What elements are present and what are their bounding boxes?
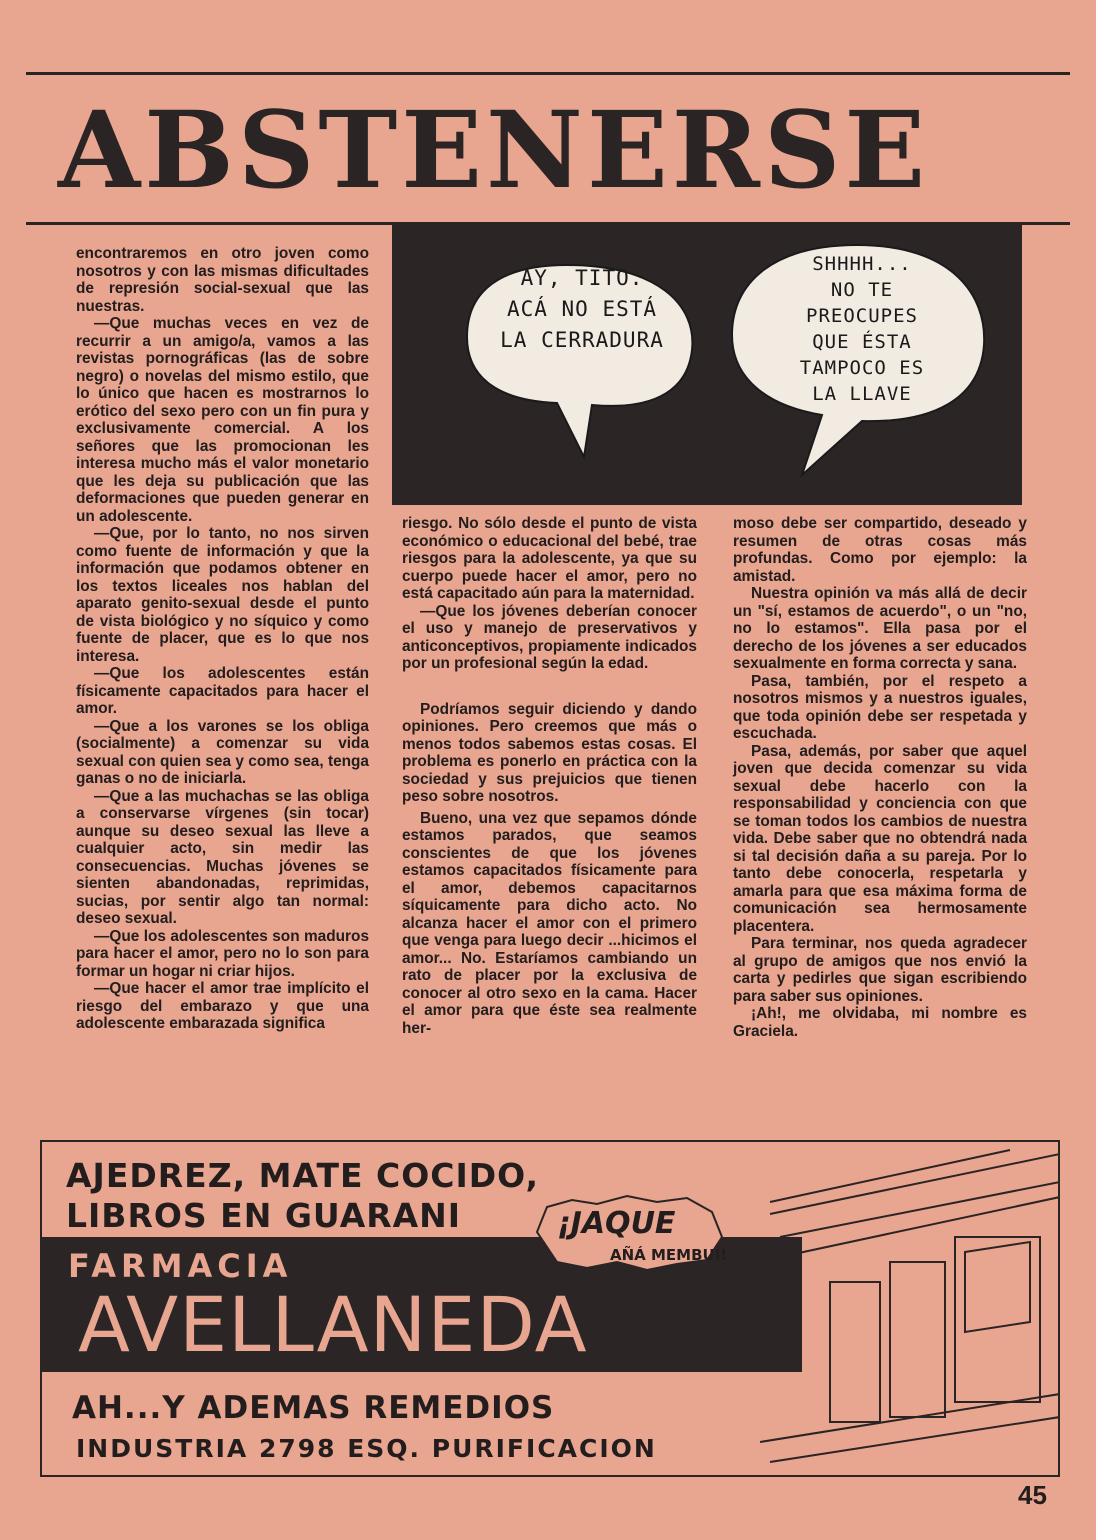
cartoon-panel: [392, 225, 1022, 505]
paragraph: —Que muchas veces en vez de recurrir a un amigo/a, vamos a las revistas pornográficas (las de sobre negro) o novelas del mismo estilo, que lo único que hacen es mostrarnos lo erótico del sexo pero con un fin pura y exclusivamente comercial. A los señores que las promocionan les interesa mucho más el valor monetario que les deja su publicación que las deformaciones que pueden generar en un adolescente.: [76, 315, 369, 525]
paragraph: encontraremos en otro joven como nosotros y con las mismas dificultades de represión social-sexual que las nuestras.: [76, 245, 369, 315]
paragraph: —Que hacer el amor trae implícito el riesgo del embarazo y que una adolescente embarazada significa: [76, 980, 369, 1032]
paragraph: —Que los adolescentes están físicamente capacitados para hacer el amor.: [76, 665, 369, 717]
paragraph: Para terminar, nos queda agradecer al grupo de amigos que nos envió la carta y pedirles que sigan escribiendo para saber sus opiniones.: [733, 935, 1027, 1005]
article-column-2: [402, 515, 697, 1135]
top-rule: [26, 72, 1070, 75]
paragraph: —Que, por lo tanto, no nos sirven como fuente de información y que la información que podamos obtener en los textos liceales nos hablan del aparato genito-sexual desde el punto de vista biológico y no síquico y como fuente de placer, que es lo que nos interesa.: [76, 525, 369, 665]
paragraph: moso debe ser compartido, deseado y resumen de otras cosas más profundas. Como por ejemplo: la amistad.: [733, 515, 1027, 585]
paragraph: Pasa, además, por saber que aquel joven que decida comenzar su vida sexual debe hacerlo con la responsabilidad y conciencia con que se toman todos los cambios de nuestra vida. Debe saber que no obtendrá nada si tal decisión daña a su pareja. Por lo tanto debe conocerla, respetarla y amarla para que esa máxima forma de comunicación sea hermosamente placentera.: [733, 742, 1027, 935]
paragraph: ¡Ah!, me olvidaba, mi nombre es Graciela.: [733, 1005, 1027, 1040]
paragraph: —Que los jóvenes deberían conocer el uso y manejo de preservativos y anticonceptivos, propiamente indicados por un profesional según la edad.: [402, 602, 697, 672]
paragraph: —Que a las muchachas se las obliga a conservarse vírgenes (sin tocar) aunque su deseo sexual las lleve a cualquier acto, sin medir las consecuencias. Muchas jóvenes se sienten abandonadas, reprimidas, sucias, por sentir algo tan normal: deseo sexual.: [76, 787, 369, 927]
article-column-3: [733, 515, 1027, 1135]
paragraph: riesgo. No sólo desde el punto de vista económico o educacional del bebé, trae riesgos para la adolescente, ya que su cuerpo puede hacer el amor, pero no está capacitado aún para la maternidad.: [402, 515, 697, 602]
page-number: 45: [1018, 1480, 1047, 1510]
ad-pharmacy-label: FARMACIA: [68, 1247, 293, 1285]
ad-tagline: AH...Y ADEMAS REMEDIOS: [72, 1390, 555, 1426]
ad-address: INDUSTRIA 2798 ESQ. PURIFICACION: [76, 1434, 657, 1463]
paragraph: Nuestra opinión va más allá de decir un "sí, estamos de acuerdo", o un "no, no lo estamos". Ella pasa por el derecho de los jóvenes a ser educados sexualmente en forma correcta y sana.: [733, 585, 1027, 672]
page-title: ABSTENERSE: [58, 87, 930, 212]
jaque-subtext: AÑÁ MEMBUÍ!: [610, 1246, 728, 1264]
ad-headline-1: AJEDREZ, MATE COCIDO,: [66, 1156, 540, 1195]
speech-text-right: SHHHH... NO TE PREOCUPES QUE ÉSTA TAMPOCO ES LA LLAVE: [799, 253, 925, 405]
paragraph: Pasa, también, por el respeto a nosotros mismos y a nuestros iguales, que toda opinión debe ser respetada y escuchada.: [733, 672, 1027, 742]
speech-text-left: AY, TITO. ACÁ NO ESTÁ LA CERRADURA: [500, 266, 664, 352]
ad-headline-2: LIBROS EN GUARANI: [66, 1196, 462, 1235]
paragraph: Bueno, una vez que sepamos dónde estamos parados, que seamos conscientes de que los jóvenes estamos capacitados físicamente para el amor, debemos capacitarnos síquicamente para dicho acto. No alcanza hacer el amor con el primero que venga para luego decir ...hicimos el amor... No. Estaríamos cambiando un rato de placer por la exclusiva de conocer al otro sexo en la cama. Hacer el amor para que éste sea realmente her-: [402, 809, 697, 1037]
paragraph: Podríamos seguir diciendo y dando opiniones. Pero creemos que más o menos todos sabemos estas cosas. El problema es ponerlo en práctica con la sociedad y sus prejuicios que tienen peso sobre nosotros.: [402, 700, 697, 805]
storefront-illustration: [760, 1142, 1060, 1477]
pharmacy-advertisement: [40, 1140, 1060, 1477]
article-column-1: [76, 245, 369, 1135]
paragraph: —Que los adolescentes son maduros para hacer el amor, pero no lo son para formar un hogar ni criar hijos.: [76, 927, 369, 980]
ad-pharmacy-name: AVELLANEDA: [78, 1280, 588, 1369]
paragraph: —Que a los varones se los obliga (socialmente) a comenzar su vida sexual con quien sea y como sea, tenga ganas o no de iniciarla.: [76, 717, 369, 787]
jaque-text: ¡JAQUE: [557, 1206, 676, 1241]
